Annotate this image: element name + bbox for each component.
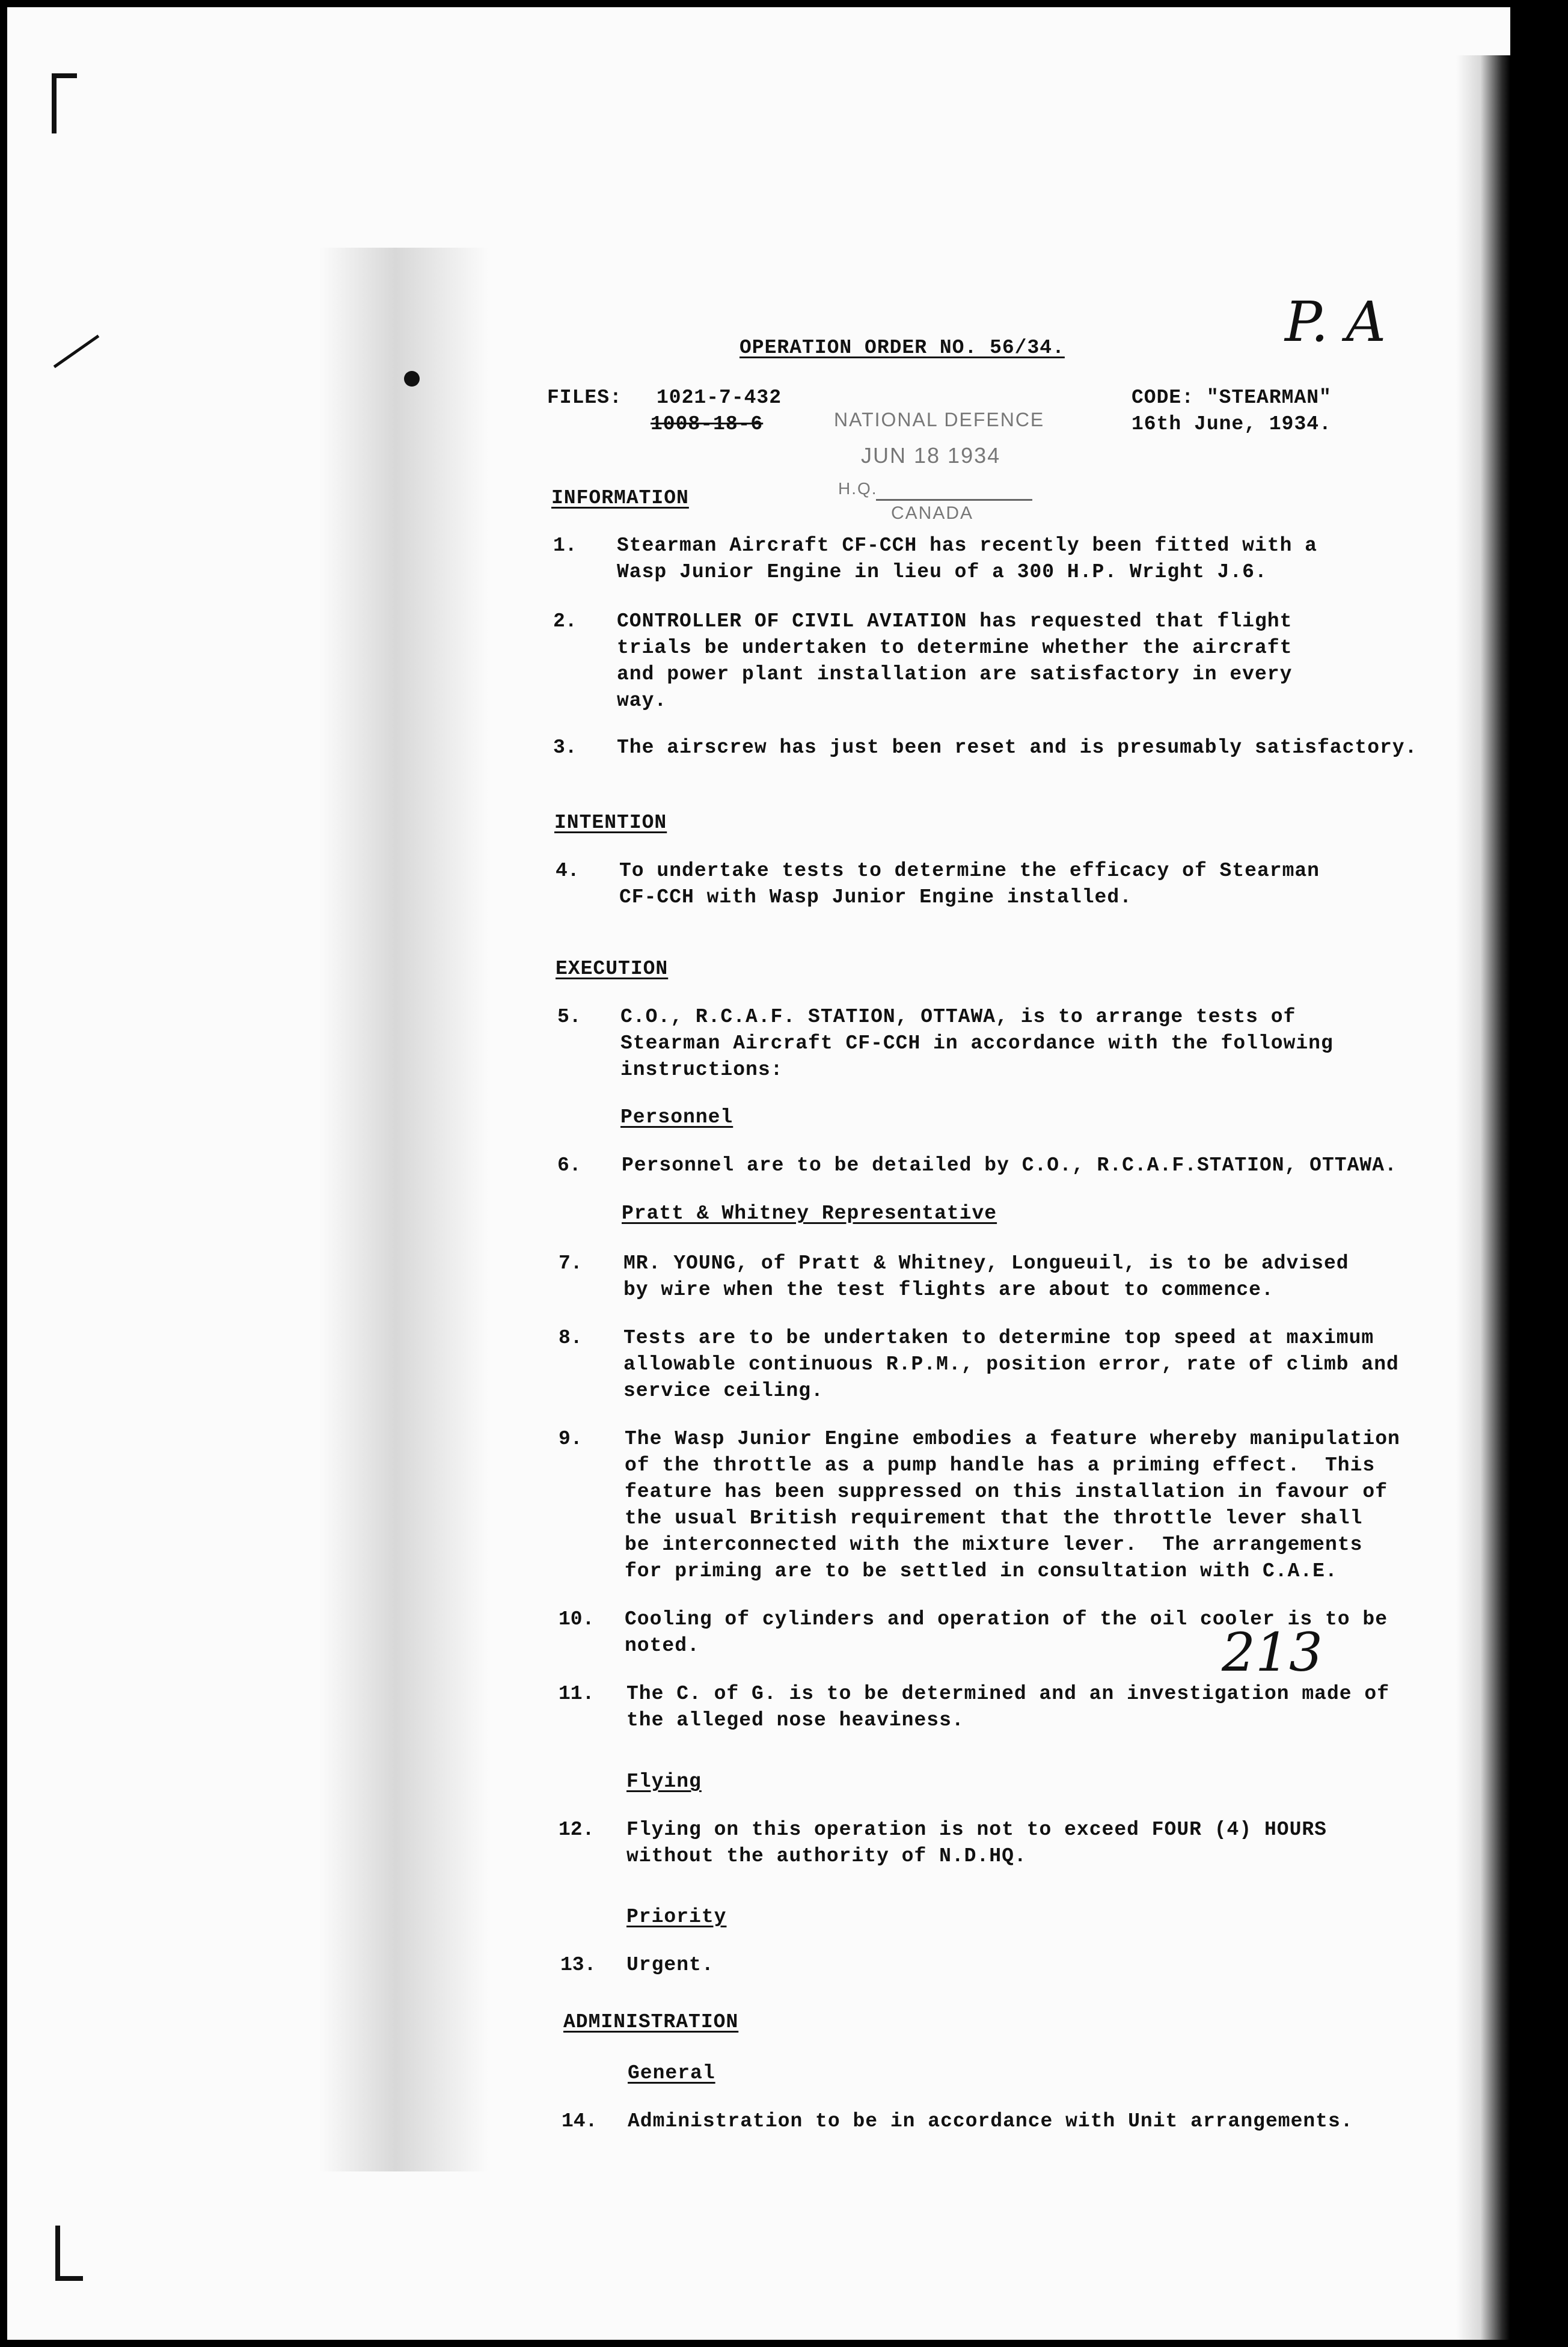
document-page — [7, 7, 1510, 2340]
para-line: noted. — [625, 1635, 700, 1657]
subheading-flying: Flying — [626, 1770, 702, 1793]
para-line: C.O., R.C.A.F. STATION, OTTAWA, is to arrange tests of — [620, 1006, 1296, 1028]
para-line: Flying on this operation is not to exceed FOUR (4) HOURS — [626, 1819, 1327, 1841]
para-line: MR. YOUNG, of Pratt & Whitney, Longueuil, is to be advised — [623, 1252, 1349, 1274]
para-line: the alleged nose heaviness. — [626, 1709, 964, 1731]
document-title: OPERATION ORDER NO. 56/34. — [740, 337, 1065, 359]
para-number: 10. — [559, 1608, 595, 1630]
para-line: of the throttle as a pump handle has a priming effect. This — [625, 1454, 1376, 1476]
para-number: 5. — [557, 1006, 581, 1028]
para-number: 1. — [553, 534, 577, 557]
handwritten-page-number: 213 — [1222, 1621, 1323, 1683]
para-line: feature has been suppressed on this installation in favour of — [625, 1481, 1388, 1503]
para-line: CONTROLLER OF CIVIL AVIATION has requested that flight — [617, 610, 1293, 632]
paper-edge — [1456, 55, 1510, 2340]
received-stamp-hq: H.Q. — [838, 479, 878, 498]
received-stamp-line1: NATIONAL DEFENCE — [834, 409, 1045, 430]
file-number-1: 1021-7-432 — [657, 387, 782, 409]
scan-shadow — [320, 248, 488, 2171]
para-line: trials be undertaken to determine whether the aircraft — [617, 637, 1293, 659]
para-line: Tests are to be undertaken to determine top speed at maximum — [623, 1327, 1374, 1349]
para-line: The C. of G. is to be determined and an investigation made of — [626, 1683, 1389, 1705]
subheading-pratt-whitney: Pratt & Whitney Representative — [622, 1202, 997, 1225]
file-number-2: 1008-18-6 — [651, 413, 764, 435]
para-line: be interconnected with the mixture lever. The arrangements — [625, 1534, 1363, 1556]
para-line: instructions: — [620, 1059, 783, 1081]
received-stamp-date: JUN 18 1934 — [861, 443, 1001, 468]
para-line: Administration to be in accordance with Unit arrangements. — [628, 2110, 1353, 2132]
para-line: way. — [617, 690, 667, 712]
files-label: FILES: — [547, 387, 622, 409]
received-stamp-canada: CANADA — [891, 503, 974, 523]
para-number: 8. — [559, 1327, 583, 1349]
crop-mark-bottom-left — [55, 2226, 60, 2280]
para-number: 12. — [559, 1819, 595, 1841]
para-line: Urgent. — [626, 1954, 714, 1976]
para-line: Wasp Junior Engine in lieu of a 300 H.P. Wright J.6. — [617, 561, 1267, 583]
para-line: for priming are to be settled in consultation with C.A.E. — [625, 1560, 1338, 1582]
para-number: 3. — [553, 736, 577, 759]
para-line: the usual British requirement that the throttle lever shall — [625, 1507, 1363, 1529]
para-line: Stearman Aircraft CF-CCH in accordance with the following — [620, 1032, 1334, 1054]
scan-mark-diagonal — [54, 335, 100, 369]
subheading-priority: Priority — [626, 1906, 727, 1928]
para-line: The Wasp Junior Engine embodies a feature whereby manipulation — [625, 1428, 1400, 1450]
para-number: 7. — [559, 1252, 583, 1274]
crop-mark-bottom-left-h — [55, 2276, 83, 2281]
heading-administration: ADMINISTRATION — [563, 2011, 739, 2033]
para-line: and power plant installation are satisfactory in every — [617, 663, 1293, 685]
para-number: 11. — [559, 1683, 595, 1705]
subheading-general: General — [628, 2062, 715, 2084]
para-line: Personnel are to be detailed by C.O., R.C.A.F.STATION, OTTAWA. — [622, 1154, 1397, 1177]
crop-mark-top-left-h — [52, 73, 77, 78]
para-line: To undertake tests to determine the efficacy of Stearman — [619, 860, 1320, 882]
punch-hole — [404, 371, 420, 387]
para-number: 13. — [560, 1954, 596, 1976]
para-number: 4. — [556, 860, 580, 882]
subheading-personnel: Personnel — [620, 1106, 733, 1128]
para-line: The airscrew has just been reset and is presumably satisfactory. — [617, 736, 1418, 759]
para-line: CF-CCH with Wasp Junior Engine installed. — [619, 886, 1132, 908]
para-number: 9. — [559, 1428, 583, 1450]
crop-mark-top-left — [52, 73, 57, 133]
para-number: 2. — [553, 610, 577, 632]
para-line: without the authority of N.D.HQ. — [626, 1845, 1027, 1867]
para-line: Stearman Aircraft CF-CCH has recently been fitted with a — [617, 534, 1317, 557]
para-number: 14. — [562, 2110, 598, 2132]
para-line: Cooling of cylinders and operation of the oil cooler is to be — [625, 1608, 1388, 1630]
handwritten-initials: P. A — [1285, 290, 1386, 354]
para-number: 6. — [557, 1154, 581, 1177]
heading-information: INFORMATION — [551, 487, 689, 509]
received-stamp-rule — [876, 499, 1032, 501]
para-line: allowable continuous R.P.M., position error, rate of climb and — [623, 1353, 1399, 1375]
para-line: service ceiling. — [623, 1380, 824, 1402]
para-line: by wire when the test flights are about to commence. — [623, 1279, 1274, 1301]
code-name: CODE: "STEARMAN" — [1132, 387, 1332, 409]
heading-execution: EXECUTION — [556, 958, 669, 980]
heading-intention: INTENTION — [554, 812, 667, 834]
order-date: 16th June, 1934. — [1132, 413, 1332, 435]
